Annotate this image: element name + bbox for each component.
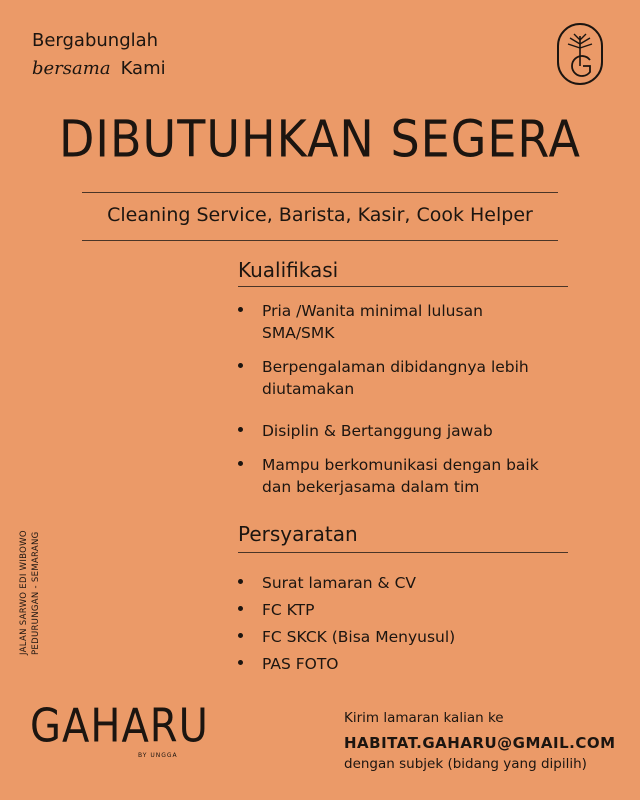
contact-email: HABITAT.GAHARU@GMAIL.COM <box>344 734 616 752</box>
requirement-item: PAS FOTO <box>238 653 558 675</box>
intro-rest-word: Kami <box>120 58 166 79</box>
requirement-item: FC KTP <box>238 599 558 621</box>
requirements-title: Persyaratan <box>238 522 358 546</box>
contact-line-2: dengan subjek (bidang yang dipilih) <box>344 756 587 772</box>
qualification-item: Berpengalaman dibidangnya lebih diutamakan <box>238 356 558 400</box>
brand-name: GAHARU <box>30 700 209 753</box>
qualification-item: Disiplin & Bertanggung jawab <box>238 420 558 442</box>
bullet-icon <box>238 579 243 584</box>
address-line-1: JALAN SARWO EDI WIBOWO <box>19 530 29 655</box>
palm-g-badge-icon <box>556 22 604 86</box>
requirement-item: FC SKCK (Bisa Menyusul) <box>238 626 558 648</box>
brand-sub: BY UNGGA <box>138 752 178 759</box>
divider-top <box>82 192 558 193</box>
qualifications-title: Kualifikasi <box>238 258 339 282</box>
requirements-divider <box>238 552 568 553</box>
address-vertical <box>18 505 54 655</box>
intro-line-2 <box>32 58 166 79</box>
qualifications-divider <box>238 286 568 287</box>
qualification-item: Mampu berkomunikasi dengan baik dan bekerjasama dalam tim <box>238 454 558 498</box>
bullet-icon <box>238 363 243 368</box>
qualification-item: Pria /Wanita minimal lulusan SMA/SMK <box>238 300 558 344</box>
divider-bottom <box>82 240 558 241</box>
positions-list: Cleaning Service, Barista, Kasir, Cook Helper <box>107 204 533 226</box>
contact-line-1: Kirim lamaran kalian ke <box>344 710 504 726</box>
intro-line-1: Bergabunglah <box>32 30 159 51</box>
address-line-2: PEDURUNGAN - SEMARANG <box>31 531 41 655</box>
bullet-icon <box>238 461 243 466</box>
intro-italic-word: bersama <box>32 58 111 79</box>
bullet-icon <box>238 307 243 312</box>
bullet-icon <box>238 633 243 638</box>
bullet-icon <box>238 427 243 432</box>
bullet-icon <box>238 606 243 611</box>
requirement-item: Surat lamaran & CV <box>238 572 558 594</box>
headline: DIBUTUHKAN SEGERA <box>59 109 581 169</box>
bullet-icon <box>238 660 243 665</box>
